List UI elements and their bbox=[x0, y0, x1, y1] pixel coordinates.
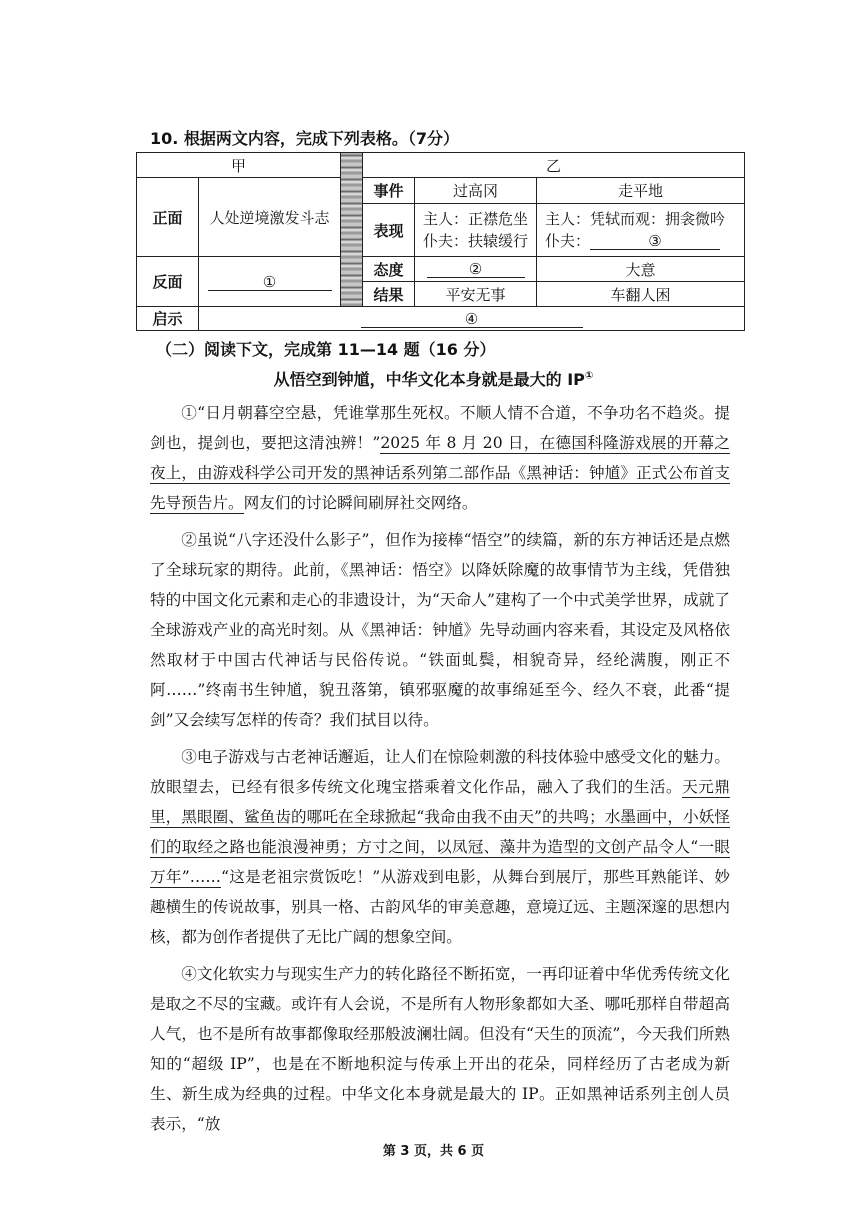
blank-4: ④ bbox=[361, 311, 583, 328]
label-qishi: 启示 bbox=[137, 307, 199, 331]
paragraph-1 bbox=[150, 398, 730, 518]
blank-1: ① bbox=[208, 274, 332, 291]
article-title-text: 从悟空到钟馗，中华文化本身就是最大的 IP bbox=[273, 370, 585, 389]
biaoxian-guogaogang bbox=[415, 204, 537, 257]
label-event: 事件 bbox=[363, 178, 415, 204]
event-zoupingdi: 走平地 bbox=[537, 178, 745, 204]
header-jia: 甲 bbox=[137, 153, 341, 178]
blank-3: ③ bbox=[590, 233, 720, 250]
article-title bbox=[0, 367, 867, 390]
stamp-strip bbox=[341, 153, 363, 307]
question-10-title: 10. 根据两文内容，完成下列表格。（7分） bbox=[150, 129, 460, 148]
biaoxian-guogaogang-master: 主人：正襟危坐 bbox=[423, 210, 529, 228]
p3-text: ③电子游戏与古老神话邂逅，让人们在惊险刺激的科技体验中感受文化的魅力。放眼望去，已经有很多传统文化瑰宝搭乘着文化作品，融入了我们的生活。 bbox=[150, 748, 730, 796]
biaoxian-guogaogang-servant: 仆夫：扶辕缓行 bbox=[423, 232, 529, 250]
biaoxian-zoupingdi-master: 主人：凭轼而观：拥衾微吟 bbox=[545, 210, 726, 228]
header-yi: 乙 bbox=[363, 153, 745, 178]
paragraph-4: ④文化软实力与现实生产力的转化路径不断拓宽，一再印证着中华优秀传统文化是取之不尽的宝藏。或许有人会说，不是所有人物形象都如大圣、哪吒那样自带超高人气，也不是所有故事都像取经那般波澜壮阔。但没有“天生的顶流”，今天我们所熟知的“超级 IP”，也是在不断地积淀与传承上开出的花朵，同样经历了古老成为新生、新生成为经典的过程。中华文化本身就是最大的 IP。正如黑神话系列主创人员表示，“放 bbox=[150, 965, 730, 1133]
p1-underlined: 2025 年 8 月 20 日，在德国科隆游戏展的开幕之夜上，由游戏科学公司开发的黑神话系列第二部作品《黑神话：钟馗》正式公布首支先导预告片。 bbox=[150, 434, 730, 512]
p1-tail: 网友们的讨论瞬间刷屏社交网络。 bbox=[243, 494, 478, 512]
blank-2: ② bbox=[427, 261, 525, 278]
biaoxian-zoupingdi-servant bbox=[545, 230, 744, 252]
paragraph-2: ②虽说“八字还没什么影子”，但作为接棒“悟空”的续篇，新的东方神话还是点燃了全球玩家的期待。此前，《黑神话：悟空》以降妖除魔的故事情节为主线，凭借独特的中国文化元素和走心的非遗设计，为“天命人”建构了一个中式美学世界，成就了全球游戏产业的高光时刻。从《黑神话：钟馗》先导动画内容来看，其设定及风格依然取材于中国古代神话与民俗传说。“铁面虬鬓，相貌奇异，经纶满腹，刚正不阿……”终南书生钟馗，貌丑落第，镇邪驱魔的故事绵延至今、经久不衰，此番“提剑”又会续写怎样的传奇？我们拭目以待。 bbox=[150, 531, 730, 729]
fanmian-content bbox=[199, 257, 341, 307]
paragraph-3 bbox=[150, 742, 730, 952]
comparison-table bbox=[136, 152, 745, 331]
p3-underlined: 天元鼎里，黑眼圈、鲨鱼齿的哪吒在全球掀起“我命由我不由天”的共鸣；水墨画中，小妖怪们的取经之路也能浪漫神勇；方寸之间，以凤冠、藻井为造型的文创产品令人“一眼万年”…… bbox=[150, 778, 730, 886]
event-guogaogang: 过高冈 bbox=[415, 178, 537, 204]
biaoxian-zoupingdi bbox=[537, 204, 745, 257]
servant-prefix: 仆夫： bbox=[545, 232, 591, 250]
taidu-guogaogang bbox=[415, 257, 537, 282]
zhengmian-content: 人处逆境激发斗志 bbox=[199, 178, 341, 257]
label-biaoxian: 表现 bbox=[363, 204, 415, 257]
p1-text: ①“日月朝暮空空悬，凭谁掌那生死权。不顺人情不合道，不争功名不趋炎。提剑也，提剑也，要把这清浊辨！” bbox=[150, 404, 730, 452]
jieguo-guogaogang: 平安无事 bbox=[415, 282, 537, 307]
label-taidu: 态度 bbox=[363, 257, 415, 282]
label-jieguo: 结果 bbox=[363, 282, 415, 307]
label-zhengmian: 正面 bbox=[137, 178, 199, 257]
qishi-content bbox=[199, 307, 745, 331]
label-fanmian: 反面 bbox=[137, 257, 199, 307]
article-body bbox=[150, 398, 730, 1146]
page-footer: 第 3 页，共 6 页 bbox=[382, 1144, 485, 1159]
jieguo-zoupingdi: 车翻人困 bbox=[537, 282, 745, 307]
taidu-zoupingdi: 大意 bbox=[537, 257, 745, 282]
section-heading: （二）阅读下文，完成第 11—14 题（16 分） bbox=[156, 340, 496, 359]
p3-tail: “这是老祖宗赏饭吃！”从游戏到电影，从舞台到展厅，那些耳熟能详、妙趣横生的传说故事，别具一格、古韵风华的审美意趣，意境辽远、主题深邃的思想内核，都为创作者提供了无比广阔的想象空间。 bbox=[150, 868, 730, 946]
article-title-footnote: ① bbox=[584, 370, 594, 382]
